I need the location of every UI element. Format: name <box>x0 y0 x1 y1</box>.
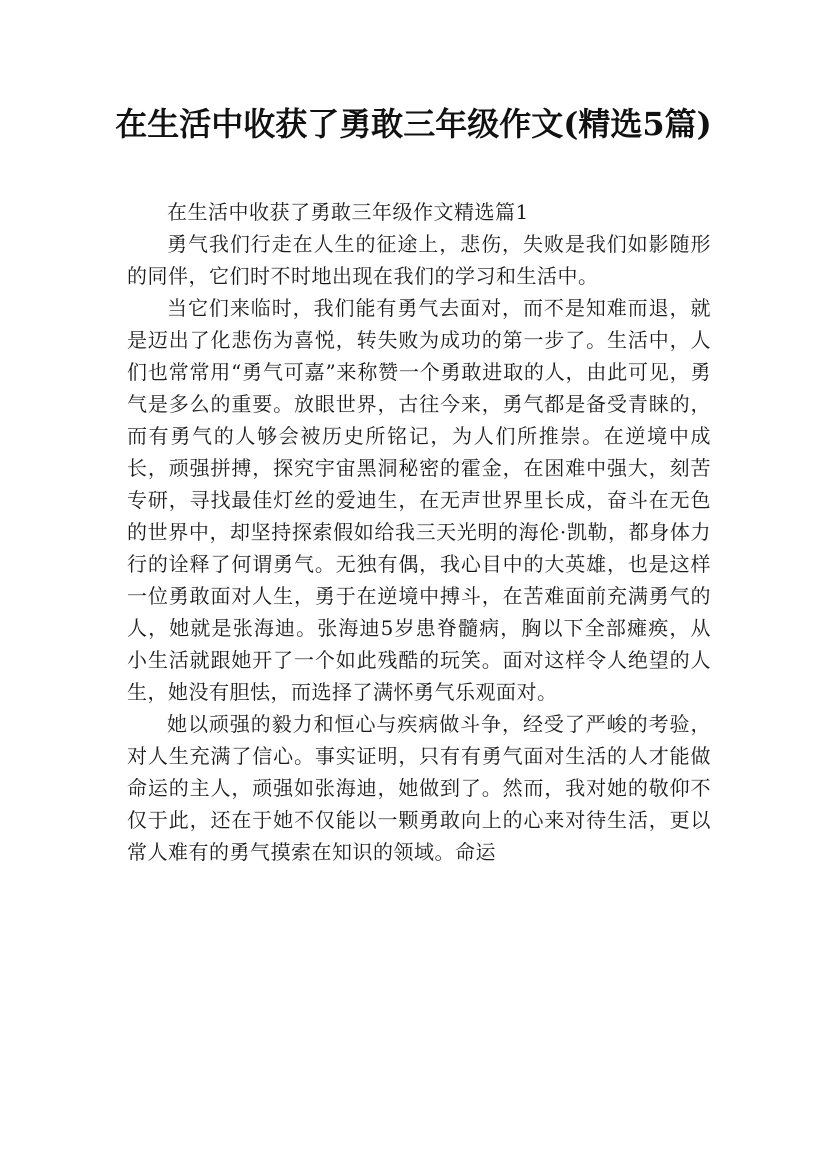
paragraph-2: 当它们来临时，我们能有勇气去面对，而不是知难而退，就是迈出了化悲伤为喜悦，转失败为成功的第一步了。生活中，人们也常常用“勇气可嘉”来称赞一个勇敢进取的人，由此可见，勇气是多么的重要。放眼世界，古往今来，勇气都是备受青睐的，而有勇气的人够会被历史所铭记，为人们所推崇。在逆境中成长，顽强拼搏，探究宇宙黑洞秘密的霍金，在困难中强大，刻苦专研，寻找最佳灯丝的爱迪生，在无声世界里长成，奋斗在无色的世界中，却坚持探索假如给我三天光明的海伦·凯勒，都身体力行的诠释了何谓勇气。无独有偶，我心目中的大英雄，也是这样一位勇敢面对人生，勇于在逆境中搏斗，在苦难面前充满勇气的人，她就是张海迪。张海迪5岁患脊髓病，胸以下全部瘫痪，从小生活就跟她开了一个如此残酷的玩笑。面对这样令人绝望的人生，她没有胆怯，而选择了满怀勇气乐观面对。 <box>127 296 711 704</box>
paragraph-3: 她以顽强的毅力和恒心与疾病做斗争，经受了严峻的考验，对人生充满了信心。事实证明，只有有勇气面对生活的人才能做命运的主人，顽强如张海迪，她做到了。然而，我对她的敬仰不仅于此，还在于她不仅能以一颗勇敢向上的心来对待生活，更以常人难有的勇气摸索在知识的领域。命运 <box>127 712 711 864</box>
document-body <box>127 196 711 868</box>
section-heading: 在生活中收获了勇敢三年级作文精选篇1 <box>167 200 529 224</box>
paragraph-1: 勇气我们行走在人生的征途上，悲伤，失败是我们如影随形的同伴，它们时不时地出现在我们的学习和生活中。 <box>127 232 711 288</box>
document-title: 在生活中收获了勇敢三年级作文(精选5篇) <box>115 105 712 143</box>
